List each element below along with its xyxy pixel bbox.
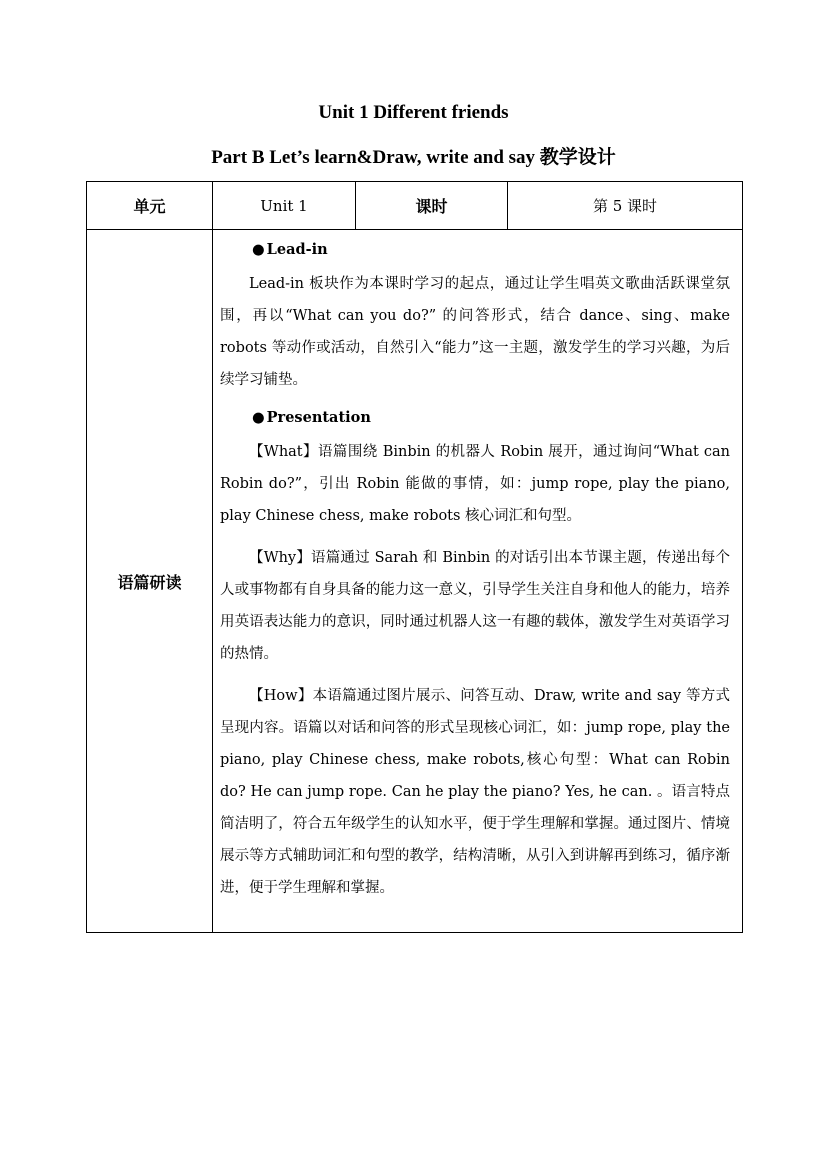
bullet-icon: ● — [252, 409, 265, 426]
presentation-heading-text: Presentation — [266, 409, 371, 426]
unit-value-cell: Unit 1 — [213, 182, 356, 230]
table-header-row — [87, 182, 743, 230]
lesson-design-table — [86, 181, 743, 933]
text-analysis-label-cell: 语篇研读 — [87, 230, 213, 933]
lesson-value-cell: 第 5 课时 — [508, 182, 743, 230]
leadin-heading-text: Lead-in — [266, 241, 328, 258]
what-paragraph: 【What】语篇围绕 Binbin 的机器人 Robin 展开，通过询问“What can Robin do?”，引出 Robin 能做的事情，如：jump rope, play the piano, play Chinese chess, make robots 核心词汇和句型。 — [220, 444, 730, 524]
lesson-label-cell: 课时 — [356, 182, 508, 230]
table-body-row — [87, 230, 743, 933]
why-paragraph: 【Why】语篇通过 Sarah 和 Binbin 的对话引出本节课主题，传递出每个人或事物都有自身具备的能力这一意义，引导学生关注自身和他人的能力，培养用英语表达能力的意识，同时通过机器人这一有趣的载体，激发学生对英语学习的热情。 — [220, 550, 730, 662]
bullet-icon: ● — [252, 241, 265, 258]
unit-label-cell: 单元 — [87, 182, 213, 230]
how-paragraph: 【How】本语篇通过图片展示、问答互动、Draw, write and say 等方式呈现内容。语篇以对话和问答的形式呈现核心词汇，如：jump rope, play the piano, play Chinese chess, make robots,核心句型：What can Robin do? He can jump rope. Can he play the piano? Yes, he can. 。语言特点简洁明了，符合五年级学生的认知水平，便于学生理解和掌握。通过图片、情境展示等方式辅助词汇和句型的教学，结构清晰，从引入到讲解再到练习，循序渐进，便于学生理解和掌握。 — [220, 688, 730, 896]
text-analysis-content-cell — [213, 230, 743, 933]
document-subtitle: Part B Let’s learn&Draw, write and say 教学设计 — [211, 147, 616, 168]
document-title: Unit 1 Different friends — [318, 102, 509, 123]
presentation-heading — [220, 406, 730, 430]
leadin-heading — [220, 238, 730, 262]
leadin-paragraph: Lead-in 板块作为本课时学习的起点，通过让学生唱英文歌曲活跃课堂氛围，再以“What can you do?” 的问答形式，结合 dance、sing、make robots 等动作或活动，自然引入“能力”这一主题，激发学生的学习兴趣，为后续学习铺垫。 — [220, 276, 730, 388]
